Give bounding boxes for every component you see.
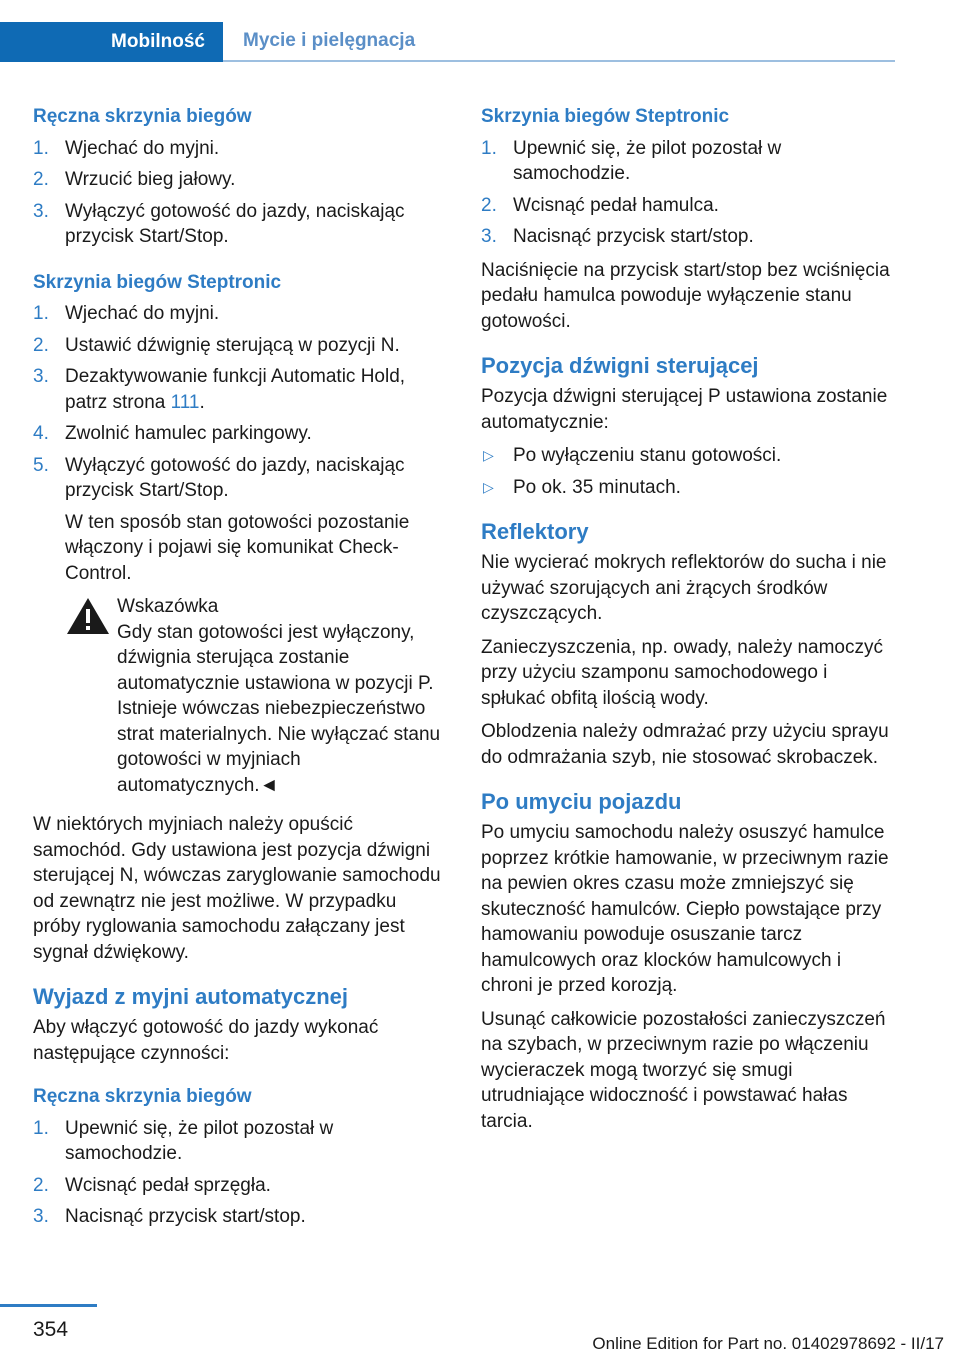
- list-item: [33, 364, 448, 415]
- list-item: [481, 224, 896, 250]
- triangle-right-icon: ▷: [483, 447, 494, 463]
- step-text: Wcisnąć pedał sprzęgła.: [65, 1174, 271, 1196]
- step-number: 3.: [33, 1206, 49, 1227]
- bullet-list: [481, 443, 896, 500]
- list-item: [481, 443, 896, 469]
- tab-mycie-i-pielegnacja[interactable]: Mycie i pielęgnacja: [223, 22, 895, 62]
- paragraph: Pozycja dźwigni sterującej P ustawiona zostanie automatycznie:: [481, 386, 888, 433]
- heading-reflectors: Reflektory: [481, 519, 589, 544]
- step-number: 4.: [33, 423, 49, 444]
- step-number: 2.: [33, 334, 49, 356]
- list-item: [33, 333, 448, 359]
- step-number: 3.: [33, 200, 49, 222]
- right-column: [481, 104, 896, 1142]
- page-link[interactable]: 111: [170, 391, 200, 413]
- steps-manual-gearbox: [33, 136, 448, 250]
- header-tabs: [0, 22, 895, 62]
- paragraph: Po umyciu samochodu należy osuszyć hamulce poprzez krótkie hamowanie, w przeciwnym razie na pewien okres czasu może zmniejszyć się skuteczność hamulców. Ciepło powstające przy hamowaniu powoduje osuszanie tarcz hamulcowych oraz klocków hamulcowych i chroni je przed korozją.: [481, 822, 889, 996]
- page-number: 354: [33, 1318, 69, 1341]
- bullet-text: Po ok. 35 minutach.: [513, 476, 681, 498]
- paragraph: Aby włączyć gotowość do jazdy wykonać następujące czynności:: [33, 1017, 379, 1064]
- steps-steptronic: [33, 301, 448, 586]
- left-column: [33, 104, 448, 1250]
- step-number: 5.: [33, 454, 49, 476]
- step-number: 3.: [481, 226, 497, 247]
- list-item: [33, 199, 448, 250]
- step-text: Zwolnić hamulec parkingowy.: [65, 423, 312, 444]
- step-text: Dezaktywowanie funkcji Automatic Hold, patrz strona: [65, 366, 406, 413]
- note-text-body: Gdy stan gotowości jest wyłączony, dźwignia sterująca zostanie automatycznie ustawiona w pozycji P. Istnieje wówczas niebezpieczeństwo strat materialnych. Nie wyłączać stanu gotowości w myjniach automatycznych.◄: [117, 621, 441, 796]
- heading-lever-position: Pozycja dźwigni sterującej: [481, 353, 759, 378]
- paragraph: Oblodzenia należy odmrażać przy użyciu sprayu do odmrażania szyb, nie stosować skrobaczek.: [481, 721, 889, 768]
- subheading-manual-gearbox: Ręczna skrzynia biegów: [33, 106, 252, 127]
- note-box: [65, 594, 448, 798]
- paragraph: W niektórych myjniach należy opuścić samochód. Gdy ustawiona jest pozycja dźwigni sterującej N, wówczas zaryglowanie samochodu od zewnątrz nie jest możliwe. W przypadku próby ryglowania samochodu załączany jest sygnał dźwiękowy.: [33, 814, 441, 963]
- step-text: Upewnić się, że pilot pozostał w samochodzie.: [513, 137, 782, 184]
- steps-steptronic-2: [481, 136, 896, 250]
- step-text: Wrzucić bieg jałowy.: [65, 169, 236, 190]
- warning-triangle-icon: [65, 596, 111, 636]
- subheading-steptronic: Skrzynia biegów Steptronic: [33, 271, 282, 293]
- paragraph: Zanieczyszczenia, np. owady, należy namoczyć przy użyciu szamponu samochodowego i spłukać obfitą ilością wody.: [481, 636, 883, 709]
- subheading-steptronic-2: Skrzynia biegów Steptronic: [481, 106, 730, 127]
- list-item: [33, 1204, 448, 1230]
- step-number: 1.: [481, 137, 497, 159]
- step-number: 1.: [33, 303, 49, 324]
- step-number: 3.: [33, 366, 49, 387]
- step-text: Nacisnąć przycisk start/stop.: [65, 1206, 306, 1227]
- list-item: [33, 453, 448, 587]
- step-number: 2.: [33, 169, 49, 190]
- steps-manual-gearbox-2: [33, 1116, 448, 1230]
- step-text: Wjechać do myjni.: [65, 303, 220, 324]
- heading-exit-car-wash: Wyjazd z myjni automatycznej: [33, 984, 349, 1009]
- tab-mobilnosc[interactable]: Mobilność: [0, 22, 223, 62]
- edition-note: Online Edition for Part no. 01402978692 - II/17: [592, 1334, 944, 1353]
- list-item: [33, 301, 448, 327]
- footer-rule: [0, 1304, 97, 1307]
- step-number: 2.: [481, 194, 497, 216]
- step-text: Wyłączyć gotowość do jazdy, naciskając przycisk Start/Stop.: [65, 454, 405, 501]
- list-item: [481, 136, 896, 187]
- bullet-text: Po wyłączeniu stanu gotowości.: [513, 445, 782, 466]
- list-item: [481, 475, 896, 501]
- step-number: 1.: [33, 137, 49, 159]
- note-text: [65, 620, 448, 799]
- step-number: 1.: [33, 1117, 49, 1139]
- step-text: Wjechać do myjni.: [65, 137, 220, 159]
- list-item: [33, 1173, 448, 1199]
- step-text: Wcisnąć pedał hamulca.: [513, 194, 719, 216]
- step-text: Upewnić się, że pilot pozostał w samochodzie.: [65, 1117, 334, 1164]
- step-subtext: W ten sposób stan gotowości pozostanie włączony i pojawi się komunikat Check-Control.: [65, 511, 410, 584]
- note-title: Wskazówka: [117, 596, 219, 617]
- list-item: [33, 136, 448, 162]
- paragraph: Nie wycierać mokrych reflektorów do sucha i nie używać szorujących ani żrących środków czyszczących.: [481, 552, 887, 624]
- triangle-right-icon: ▷: [483, 478, 494, 495]
- heading-after-wash: Po umyciu pojazdu: [481, 789, 682, 814]
- paragraph: Naciśnięcie na przycisk start/stop bez wciśnięcia pedału hamulca powoduje wyłączenie stanu gotowości.: [481, 259, 890, 332]
- step-number: 2.: [33, 1174, 49, 1196]
- list-item: [33, 421, 448, 447]
- step-text: Wyłączyć gotowość do jazdy, naciskając przycisk Start/Stop.: [65, 200, 405, 247]
- step-text: Nacisnąć przycisk start/stop.: [513, 226, 754, 247]
- list-item: [481, 193, 896, 219]
- step-text-end: .: [199, 391, 205, 413]
- step-text: Ustawić dźwignię sterującą w pozycji N.: [65, 334, 400, 356]
- list-item: [33, 167, 448, 193]
- paragraph: Usunąć całkowicie pozostałości zanieczyszczeń na szybach, w przeciwnym razie po włączeniu wycieraczek mogą tworzyć się smugi utrudniające widoczność i powstawać hałas tarcia.: [481, 1008, 886, 1132]
- subheading-manual-gearbox-2: Ręczna skrzynia biegów: [33, 1086, 252, 1107]
- list-item: [33, 1116, 448, 1167]
